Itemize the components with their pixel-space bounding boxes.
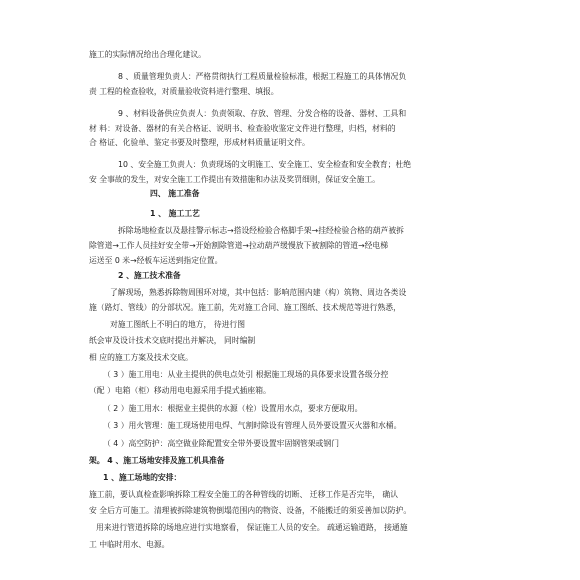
text-line: （ 2 ）施工用水：根据业主提供的水源（栓）设置用水点，要求方便取用。 bbox=[103, 404, 363, 413]
text-line: 施工的实际情况给出合理化建议。 bbox=[89, 50, 206, 59]
text-line: 拆除场地检查以及悬挂警示标志→搭设经检验合格脚手架→挂经检验合格的葫芦被拆 bbox=[118, 226, 404, 235]
text-line: 施（路灯、管线）的分部状况。施工前，先对施工合同、施工图纸、技术规范等进行熟悉， bbox=[89, 303, 401, 312]
text-line: 8 、质量管理负责人：严格贯彻执行工程质量检验标准，根据工程施工的具体情况负 bbox=[118, 72, 407, 81]
text-line: 除管道→工作人员挂好安全带→开始割除管道→拉动葫芦缓慢放下被割除的管道→经电梯 bbox=[89, 241, 389, 250]
text-line: 安 全事故的发生，对安全施工工作提出有效措施和办法及奖罚细则，保证安全施工。 bbox=[89, 175, 380, 184]
text-line: （ 4 ）高空防护：高空做业除配置安全带外要设置牢固钢管架或钢门 bbox=[103, 439, 340, 448]
text-line: 材 料：对设备、器材的有关合格证、说明书、检查验收鉴定文件进行整理，归档，材料的 bbox=[89, 124, 396, 133]
text-line: （ 3 ）用火管理：施工现场使用电焊、气割时除设有管理人员外要设置灭火器和水桶。 bbox=[103, 421, 402, 430]
section-heading: 架。 4 、施工场地安排及施工机具准备 bbox=[89, 456, 225, 465]
text-line: 工 中临时用水、电源。 bbox=[89, 540, 170, 549]
text-line: 9 、材料设备供应负责人：负责领取、存放、管理、分发合格的设备、器材、工具和 bbox=[118, 109, 407, 118]
text-line: 纸会审及设计技术交底时提出并解决， 同时编制 bbox=[89, 336, 256, 345]
section-heading: 1 、 施工工艺 bbox=[150, 209, 200, 218]
text-line: 施工前，要认真检查影响拆除工程安全施工的各种管线的切断、 迁移工作是否完毕， 确认 bbox=[89, 490, 399, 499]
text-line: （ 3 ）施工用电：从业主提供的供电点处引 根据施工现场的具体要求设置各级分控 bbox=[103, 370, 389, 379]
section-heading: 2 、施工技术准备 bbox=[118, 271, 181, 280]
text-line: 用来进行管道拆除的场地应进行实地察看， 保证施工人员的安全。 疏通运输道路， 接通施 bbox=[96, 523, 408, 532]
text-line: 了解现场，熟悉拆除物周围环对境，其中包括：影响范围内建（构）筑物、周边各类设 bbox=[110, 288, 407, 297]
text-line: 责 工程的检查验收，对质量验收资料进行整理、填报。 bbox=[89, 87, 279, 96]
text-line: 合 格证、化验单、鉴定书要及时整理，形成材料质量证明文件。 bbox=[89, 138, 310, 147]
section-heading: 1 、施工场地的安排： bbox=[103, 473, 182, 482]
text-line: 安 全后方可施工。清理被拆除建筑物倒塌范围内的物资、设备，不能搬迁的须妥善加以防护。 bbox=[89, 506, 412, 515]
text-line: 对施工图纸上不明白的地方， 待进行图 bbox=[110, 320, 246, 329]
text-line: 相 应的施工方案及技术交底。 bbox=[89, 353, 193, 362]
section-heading: 四、 施工准备 bbox=[150, 189, 200, 198]
text-line: （配 ）电箱（柜）移动用电电源采用手提式插座箱。 bbox=[89, 386, 271, 395]
text-line: 10 、安全施工负责人：负责现场的文明施工、安全施工、安全检查和安全教育；杜绝 bbox=[118, 160, 412, 169]
text-line: 运送至 0 米→经板车运送到指定位置。 bbox=[89, 256, 223, 265]
